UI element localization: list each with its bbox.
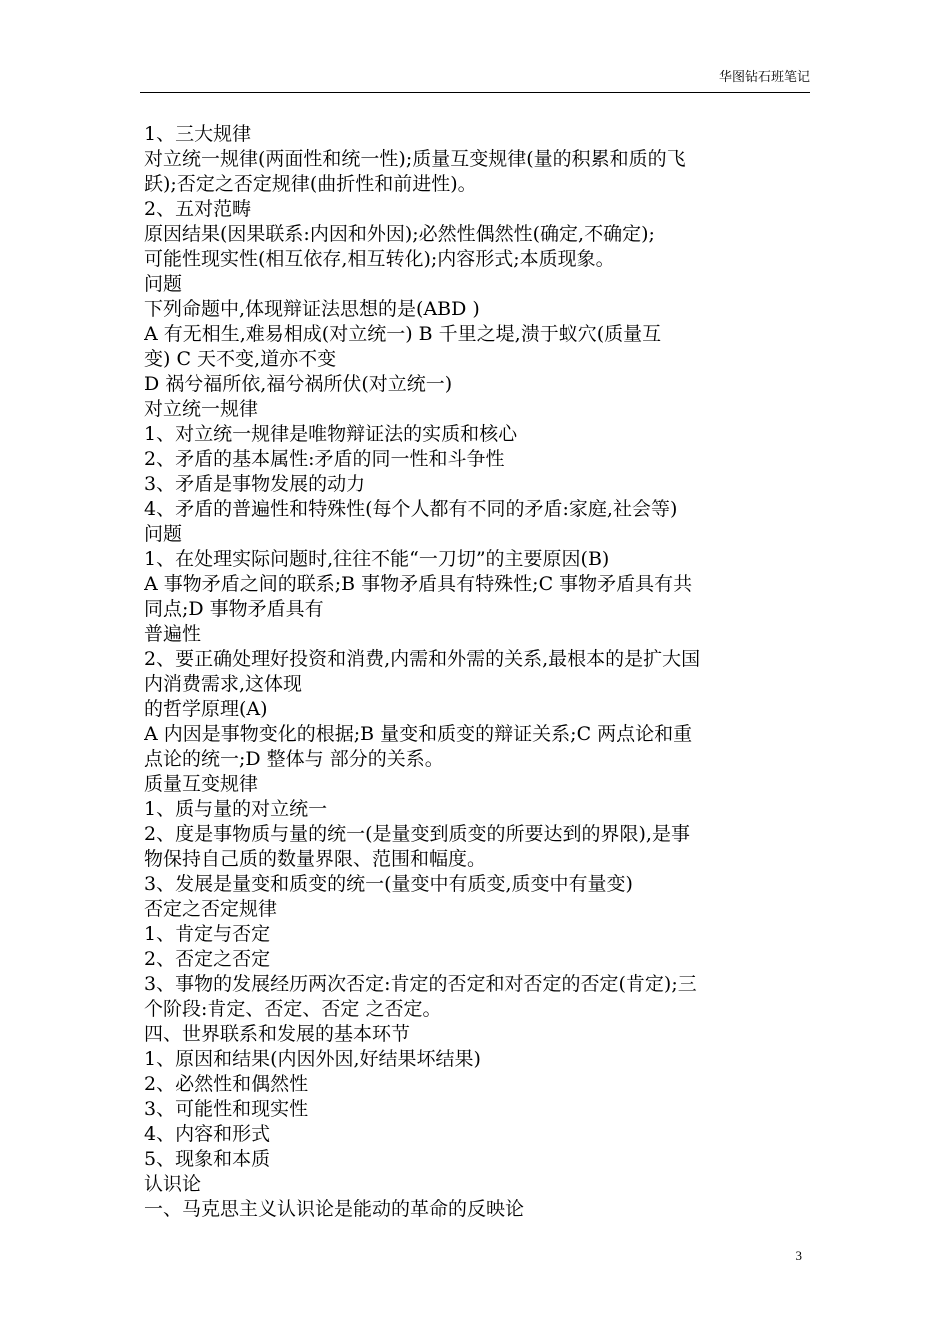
text-line: 否定之否定规律	[144, 898, 278, 920]
text-line: 2、否定之否定	[144, 948, 271, 970]
text-line: 问题	[144, 273, 183, 295]
text-line: 2、矛盾的基本属性:矛盾的同一性和斗争性	[144, 448, 505, 470]
text-line: 2、五对范畴	[144, 198, 252, 220]
text-line: 一、马克思主义认识论是能动的革命的反映论	[144, 1198, 525, 1220]
header-divider	[140, 92, 810, 93]
text-line: 1、对立统一规律是唯物辩证法的实质和核心	[144, 423, 518, 445]
text-line: 变) C 天不变,道亦不变	[144, 348, 337, 370]
text-line: 2、度是事物质与量的统一(是量变到质变的所要达到的界限),是事	[144, 823, 690, 845]
text-line: 内消费需求,这体现	[144, 673, 303, 695]
text-line: A 事物矛盾之间的联系;B 事物矛盾具有特殊性;C 事物矛盾具有共	[144, 573, 693, 595]
text-line: 个阶段:肯定、否定、否定 之否定。	[144, 998, 442, 1020]
text-line: 3、事物的发展经历两次否定:肯定的否定和对否定的否定(肯定);三	[144, 973, 697, 995]
text-line: 对立统一规律(两面性和统一性);质量互变规律(量的积累和质的飞	[144, 148, 686, 170]
text-line: 5、现象和本质	[144, 1148, 271, 1170]
text-line: 1、原因和结果(内因外因,好结果坏结果)	[144, 1048, 481, 1070]
text-line: 4、矛盾的普遍性和特殊性(每个人都有不同的矛盾:家庭,社会等)	[144, 498, 678, 520]
document-body	[144, 122, 810, 1222]
text-line: D 祸兮福所依,福兮祸所伏(对立统一)	[144, 373, 453, 395]
text-line: 物保持自己质的数量界限、范围和幅度。	[144, 848, 487, 870]
text-line: 1、在处理实际问题时,往往不能“一刀切”的主要原因(B)	[144, 548, 610, 570]
text-line: 可能性现实性(相互依存,相互转化);内容形式;本质现象。	[144, 248, 615, 270]
text-line: 跃);否定之否定规律(曲折性和前进性)。	[144, 173, 477, 195]
text-line: 1、质与量的对立统一	[144, 798, 328, 820]
text-line: 对立统一规律	[144, 398, 259, 420]
text-line: 普遍性	[144, 623, 202, 645]
text-line: A 有无相生,难易相成(对立统一) B 千里之堤,溃于蚁穴(质量互	[144, 323, 662, 345]
text-line: 四、世界联系和发展的基本环节	[144, 1023, 411, 1045]
text-line: 认识论	[144, 1173, 202, 1195]
text-line: 3、发展是量变和质变的统一(量变中有质变,质变中有量变)	[144, 873, 633, 895]
text-line: 3、矛盾是事物发展的动力	[144, 473, 366, 495]
text-line: 质量互变规律	[144, 773, 259, 795]
text-line: 的哲学原理(A)	[144, 698, 268, 720]
text-line: 4、内容和形式	[144, 1123, 271, 1145]
text-line: 下列命题中,体现辩证法思想的是(ABD )	[144, 298, 480, 320]
text-line: A 内因是事物变化的根据;B 量变和质变的辩证关系;C 两点论和重	[144, 723, 693, 745]
text-line: 2、必然性和偶然性	[144, 1073, 309, 1095]
header-title: 华图钻石班笔记	[718, 69, 810, 84]
text-line: 1、三大规律	[144, 123, 252, 145]
text-line: 3、可能性和现实性	[144, 1098, 309, 1120]
text-line: 原因结果(因果联系:内因和外因);必然性偶然性(确定,不确定);	[144, 223, 655, 245]
text-line: 点论的统一;D 整体与 部分的关系。	[144, 748, 444, 770]
text-line: 同点;D 事物矛盾具有	[144, 598, 324, 620]
text-line: 2、要正确处理好投资和消费,内需和外需的关系,最根本的是扩大国	[144, 648, 701, 670]
page-number: 3	[795, 1248, 802, 1263]
text-line: 问题	[144, 523, 183, 545]
text-line: 1、肯定与否定	[144, 923, 271, 945]
